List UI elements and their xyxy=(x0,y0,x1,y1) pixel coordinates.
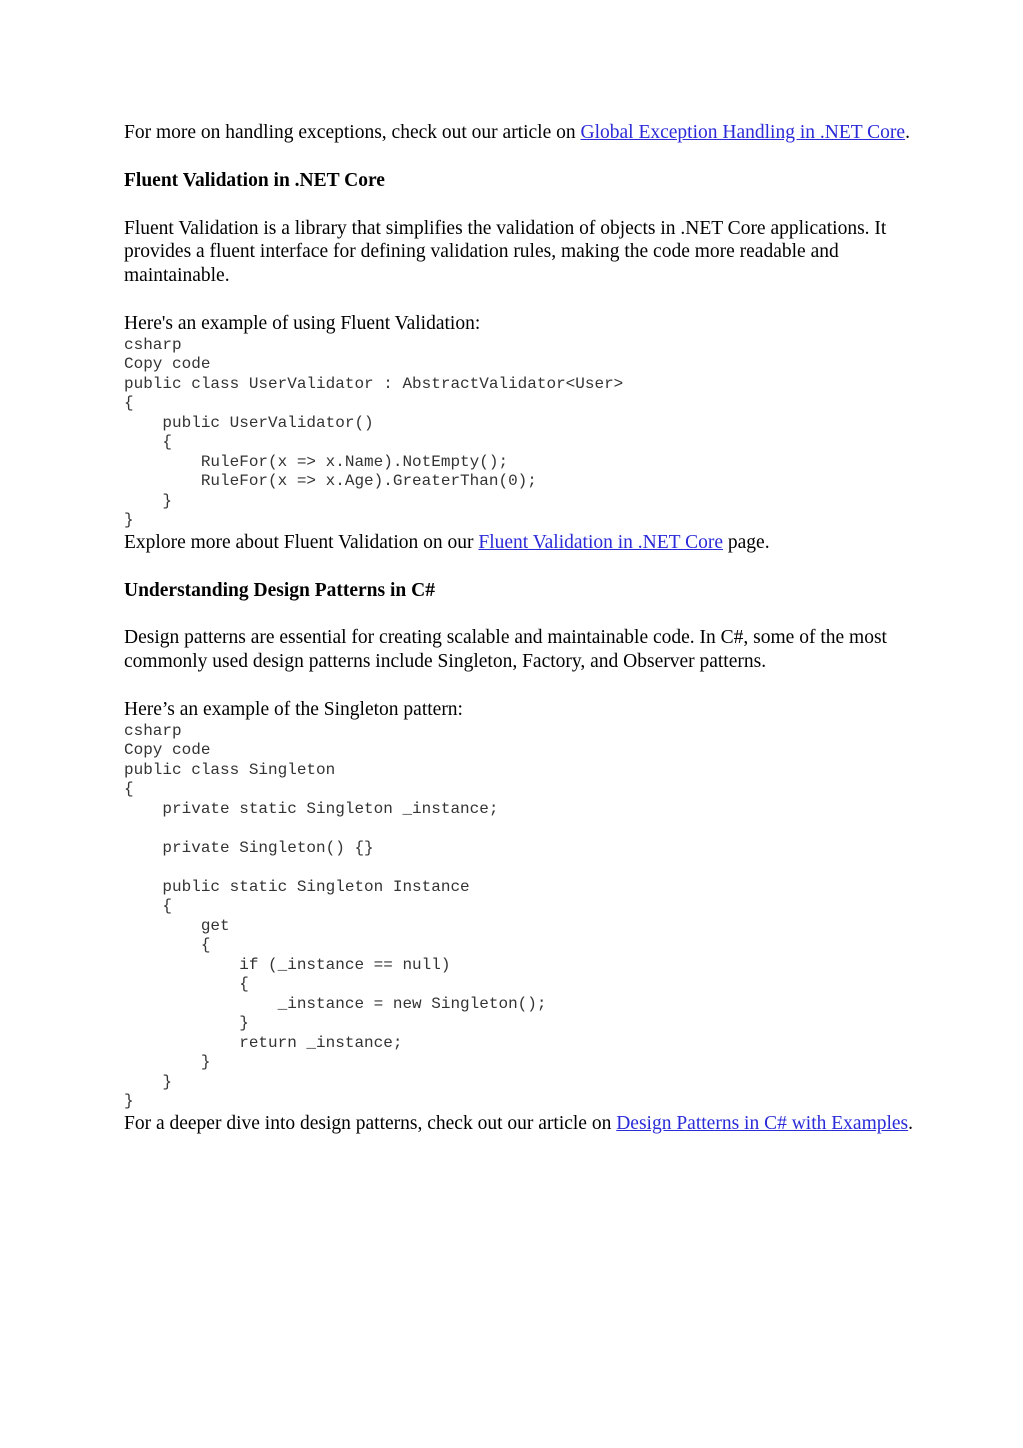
fluent-validation-paragraph: Fluent Validation is a library that simplifies the validation of objects in .NET Core applications. It provides a fluent interface for defining validation rules, making the code more readable and maintainable. xyxy=(124,217,887,287)
fluent-validation-link[interactable]: Fluent Validation in .NET Core xyxy=(478,531,724,553)
design-patterns-heading: Understanding Design Patterns in C# xyxy=(124,579,435,601)
singleton-lead-in: Here’s an example of the Singleton pattern: xyxy=(124,698,463,720)
singleton-code-block: csharp Copy code public class Singleton { private static Singleton _instance; private Singleton() {} public static Singleton Instance { get { if (_instance == null) { _instance = new Singleton(); } return _instance; } } } xyxy=(124,721,547,1111)
fluent-validation-code-block: csharp Copy code public class UserValidator : AbstractValidator<User> { public UserValidator() { RuleFor(x => x.Name).NotEmpty(); RuleFor(x => x.Age).GreaterThan(0); } } xyxy=(124,335,624,530)
design-outro-text-end: . xyxy=(908,1112,914,1134)
design-patterns-link[interactable]: Design Patterns in C# with Examples xyxy=(616,1112,909,1134)
document-page xyxy=(124,121,914,1136)
global-exception-handling-link[interactable]: Global Exception Handling in .NET Core xyxy=(580,122,906,143)
design-outro-text: For a deeper dive into design patterns, check out our article on xyxy=(124,1112,617,1134)
intro-text-end: . xyxy=(905,122,910,143)
fluent-outro-text: Explore more about Fluent Validation on our xyxy=(124,531,479,553)
design-patterns-outro xyxy=(124,1112,914,1136)
fluent-validation-outro xyxy=(124,531,914,555)
design-patterns-paragraph: Design patterns are essential for creating scalable and maintainable code. In C#, some of the most commonly used design patterns include Singleton, Factory, and Observer patterns. xyxy=(124,627,887,673)
intro-paragraph xyxy=(124,121,914,145)
intro-text: For more on handling exceptions, check out our article on xyxy=(124,122,581,143)
fluent-validation-lead-in: Here's an example of using Fluent Validation: xyxy=(124,312,481,334)
fluent-outro-text-end: page. xyxy=(723,531,770,553)
fluent-validation-heading: Fluent Validation in .NET Core xyxy=(124,169,385,191)
